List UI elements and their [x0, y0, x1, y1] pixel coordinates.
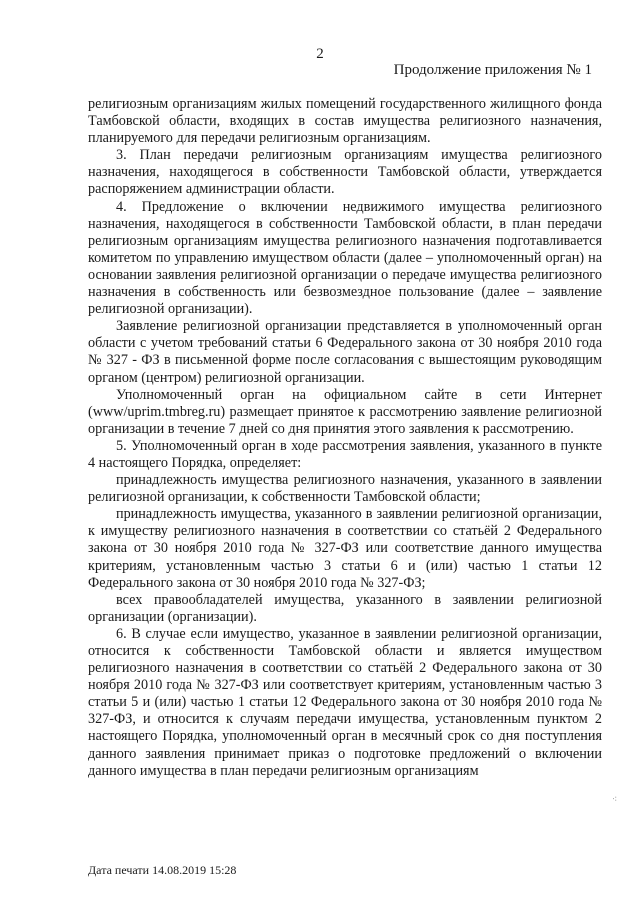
paragraph-ownership-check: принадлежность имущества религиозного назначения, указанного в заявлении религиозной организации, к собственности Тамбовской области; — [88, 472, 602, 506]
paragraph-application-submission: Заявление религиозной организации представляется в уполномоченный орган области с учетом требований статьи 6 Федерального закона от 30 ноября 2010 года № 327 - ФЗ в письменной форме после согласования с вышестоящим руководящим органом (центром) религиозной организации. — [88, 318, 602, 386]
paragraph-item-3: 3. План передачи религиозным организациям имущества религиозного назначения, находящегося в собственности Тамбовской области, утверждается распоряжением администрации области. — [88, 147, 602, 198]
continuation-note: Продолжение приложения № 1 — [393, 62, 592, 78]
document-body — [88, 96, 602, 780]
scan-artifact-mark: ⁖ — [612, 794, 618, 804]
print-date: Дата печати 14.08.2019 15:28 — [88, 863, 237, 877]
paragraph-item-4: 4. Предложение о включении недвижимого имущества религиозного назначения, находящегося в собственности Тамбовской области, в план передачи религиозным организациям имущества религиозного назначения подготавливается комитетом по управлению имуществом области (далее – уполномоченный орган) на основании заявления религиозной организации о передаче имущества религиозного назначения в собственность или безвозмездное пользование (далее – заявление религиозной организации). — [88, 198, 602, 318]
page-number: 2 — [316, 46, 324, 62]
paragraph-item-5: 5. Уполномоченный орган в ходе рассмотрения заявления, указанного в пункте 4 настоящего Порядка, определяет: — [88, 437, 602, 471]
paragraph-rightholders-check: всех правообладателей имущества, указанного в заявлении религиозной организации (организации). — [88, 591, 602, 625]
paragraph-religious-purpose-check: принадлежность имущества, указанного в заявлении религиозной организации, к имуществу религиозного назначения в соответствии со статьёй 2 Федерального закона от 30 ноября 2010 года № 327-ФЗ или соответствие данного имущества критериям, установленным частью 3 статьи 6 и (или) частью 1 статьи 12 Федерального закона от 30 ноября 2010 года № 327-ФЗ; — [88, 506, 602, 591]
paragraph-item-6: 6. В случае если имущество, указанное в заявлении религиозной организации, относится к собственности Тамбовской области и является имуществом религиозного назначения в соответствии со статьёй 2 Федерального закона от 30 ноября 2010 года № 327-ФЗ или соответствует критериям, установленным частью 3 статьи 5 и (или) частью 1 статьи 12 Федерального закона от 30 ноября 2010 года № 327-ФЗ, и относится к случаям передачи имущества, установленным пунктом 2 настоящего Порядка, уполномоченный орган в месячный срок со дня поступления данного заявления принимает приказ о подготовке предложений о включении данного имущества в план передачи религиозным организациям — [88, 625, 602, 779]
paragraph-website-publication: Уполномоченный орган на официальном сайте в сети Интернет (www/uprim.tmbreg.ru) размещает принятое к рассмотрению заявление религиозной организации в течение 7 дней со дня принятия этого заявления к рассмотрению. — [88, 386, 602, 437]
paragraph-continuation: религиозным организациям жилых помещений государственного жилищного фонда Тамбовской области, входящих в состав имущества религиозного назначения, планируемого для передачи религиозным организациям. — [88, 96, 602, 147]
